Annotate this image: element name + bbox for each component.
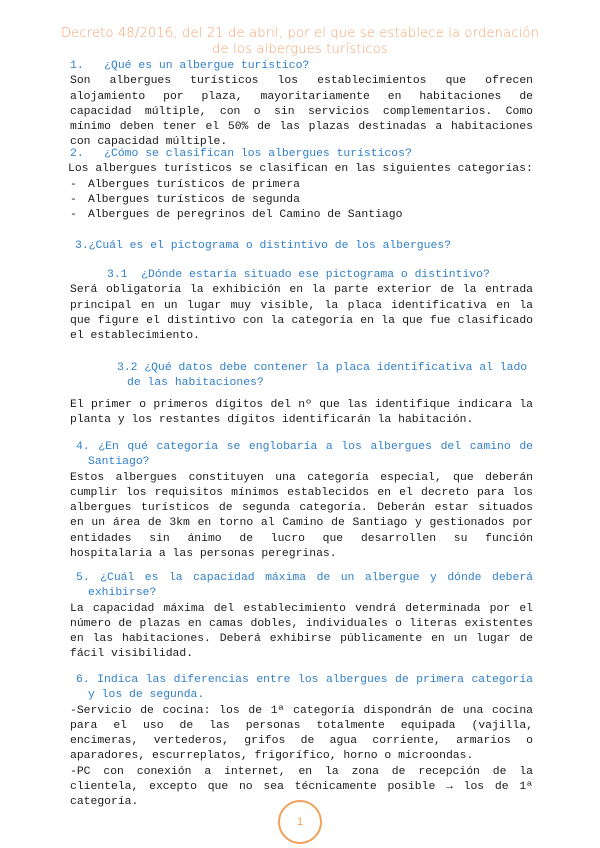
list-item [70,193,533,208]
list-marker: - [70,178,77,191]
section-body: Estos albergues constituyen una categoría especial, que deberán cumplir los requisitos mínimos establecidos en el decreto para los albergues turísticos de segunda categoría. Deberán estar situados en un área de 3km en torno al Camino de Santiago y gestionados por entidades sin ánimo de lucro que desarrollen su función hospitalaria a las personas peregrinas. [70,471,533,561]
section-body: Son albergues turísticos los establecimientos que ofrecen alojamiento por plaza, mayoritariamente en habitaciones de capacidad múltiple, con o sin servicios complementarios. Como mínimo deben tener el 50% de las plazas destinadas a habitaciones con capacidad múltiple. [70,75,533,149]
list-item-text: Albergues turísticos de primera [88,178,300,191]
section-3 [75,239,538,254]
page-number: 1 [278,800,322,844]
section-4 [70,440,533,562]
section-body: -Servicio de cocina: los de 1ª categoría dispondrán de una cocina para el uso de las personas totalmente equipada (vajilla, encimeras, vertederos, grifos de agua corriente, armarios o aparadores, escurreplatos, frigorífico, horno o microondas. [70,704,533,763]
section-6 [70,673,533,811]
section-1 [70,59,533,151]
section-3-1 [70,268,533,344]
section-heading: 6. Indica las diferencias entre los albergues de primera categoría y los de segunda. [76,674,533,702]
list-item [70,208,533,223]
document-title: Decreto 48/2016, del 21 de abril, por el que se establece la ordenación de los albergues turísticos [60,26,540,57]
section-heading: 2. ¿Cómo se clasifican los albergues turísticos? [70,148,412,160]
list-item-text: Albergues de peregrinos del Camino de Santiago [88,209,403,222]
section-3-2 [70,361,533,428]
section-heading: 1. ¿Qué es un albergue turístico? [70,60,310,72]
section-body: Los albergues turísticos se clasifican en las siguientes categorías: [68,163,533,176]
list-item [70,178,533,193]
list-item-text: Albergues turísticos de segunda [88,193,300,206]
section-body: Será obligatoria la exhibición en la parte exterior de la entrada principal en un lugar muy visible, la placa identificativa en la que figure el distintivo con la categoría en la que fue clasificado el establecimiento. [70,284,533,343]
section-2 [70,147,533,223]
category-list [70,178,533,224]
section-heading: 4. ¿En qué categoría se englobaría a los albergues del camino de Santiago? [76,441,533,469]
section-heading: 3.2 ¿Qué datos debe contener la placa identificativa al lado de las habitaciones? [117,362,528,390]
section-heading: 3.¿Cuál es el pictograma o distintivo de los albergues? [75,240,451,252]
list-marker: - [70,193,77,206]
section-body-2: -PC con conexión a internet, en la zona de recepción de la clientela, excepto que no sea técnicamente posible → los de 1ª categoría. [70,765,533,809]
section-body: La capacidad máxima del establecimiento vendrá determinada por el número de plazas en camas dobles, individuales o literas existentes en las habitaciones. Deberá exhibirse públicamente en un lugar de fácil visibilidad. [70,602,533,661]
section-body: El primer o primeros dígitos del nº que las identifique indicara la planta y los restantes dígitos identificarán la habitación. [70,398,533,426]
section-heading: 3.1 ¿Dónde estaría situado ese pictograma o distintivo? [107,269,490,281]
list-marker: - [70,209,77,222]
section-5 [70,571,533,663]
section-heading: 5. ¿Cuál es la capacidad máxima de un albergue y dónde deberá exhibirse? [76,572,533,600]
